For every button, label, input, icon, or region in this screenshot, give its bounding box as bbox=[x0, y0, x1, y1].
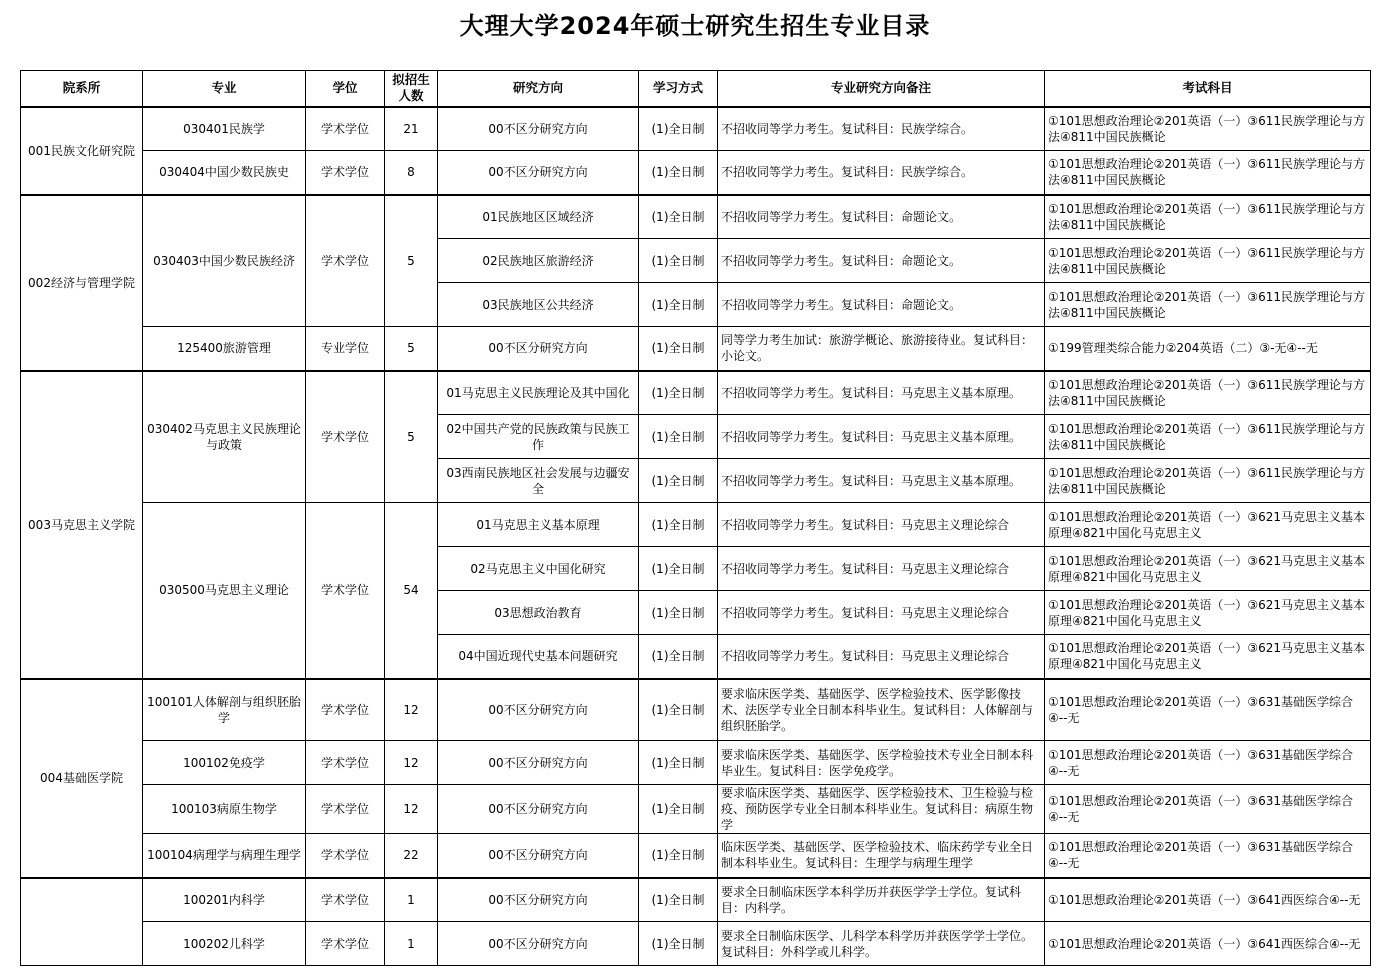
mode-cell: (1)全日制 bbox=[639, 635, 718, 679]
quota-cell: 1 bbox=[385, 922, 438, 966]
direction-cell: 00不区分研究方向 bbox=[438, 834, 639, 878]
major-cell: 100101人体解剖与组织胚胎学 bbox=[143, 679, 306, 741]
exam-cell: ①101思想政治理论②201英语（一）③631基础医学综合④--无 bbox=[1045, 679, 1371, 741]
exam-cell: ①101思想政治理论②201英语（一）③631基础医学综合④--无 bbox=[1045, 834, 1371, 878]
table-row bbox=[21, 371, 1371, 415]
quota-cell: 5 bbox=[385, 195, 438, 327]
mode-cell: (1)全日制 bbox=[639, 503, 718, 547]
direction-cell: 00不区分研究方向 bbox=[438, 107, 639, 151]
header-quota: 拟招生人数 bbox=[385, 71, 438, 107]
table-row bbox=[21, 327, 1371, 371]
direction-cell: 03西南民族地区社会发展与边疆安全 bbox=[438, 459, 639, 503]
table-row bbox=[21, 834, 1371, 878]
table-row bbox=[21, 503, 1371, 547]
college-cell: 004基础医学院 bbox=[21, 679, 143, 878]
mode-cell: (1)全日制 bbox=[639, 878, 718, 922]
college-cell bbox=[21, 878, 143, 966]
major-cell: 100201内科学 bbox=[143, 878, 306, 922]
mode-cell: (1)全日制 bbox=[639, 107, 718, 151]
direction-cell: 01民族地区区域经济 bbox=[438, 195, 639, 239]
degree-cell: 学术学位 bbox=[306, 195, 385, 327]
mode-cell: (1)全日制 bbox=[639, 741, 718, 785]
remark-cell: 要求全日制临床医学、儿科学本科学历并获医学学士学位。复试科目：外科学或儿科学。 bbox=[718, 922, 1045, 966]
degree-cell: 学术学位 bbox=[306, 878, 385, 922]
major-cell: 030401民族学 bbox=[143, 107, 306, 151]
major-cell: 100104病理学与病理生理学 bbox=[143, 834, 306, 878]
quota-cell: 5 bbox=[385, 327, 438, 371]
header-degree: 学位 bbox=[306, 71, 385, 107]
exam-cell: ①101思想政治理论②201英语（一）③611民族学理论与方法④811中国民族概论 bbox=[1045, 459, 1371, 503]
remark-cell: 要求临床医学类、基础医学、医学检验技术、医学影像技术、法医学专业全日制本科毕业生。复试科目：人体解剖与组织胚胎学。 bbox=[718, 679, 1045, 741]
exam-cell: ①101思想政治理论②201英语（一）③641西医综合④--无 bbox=[1045, 922, 1371, 966]
mode-cell: (1)全日制 bbox=[639, 195, 718, 239]
header-major: 专业 bbox=[143, 71, 306, 107]
remark-cell: 不招收同等学力考生。复试科目：马克思主义理论综合 bbox=[718, 591, 1045, 635]
major-cell: 030500马克思主义理论 bbox=[143, 503, 306, 679]
quota-cell: 12 bbox=[385, 785, 438, 834]
quota-cell: 21 bbox=[385, 107, 438, 151]
exam-cell: ①101思想政治理论②201英语（一）③641西医综合④--无 bbox=[1045, 878, 1371, 922]
college-cell: 002经济与管理学院 bbox=[21, 195, 143, 371]
major-cell: 030404中国少数民族史 bbox=[143, 151, 306, 195]
mode-cell: (1)全日制 bbox=[639, 283, 718, 327]
exam-cell: ①101思想政治理论②201英语（一）③631基础医学综合④--无 bbox=[1045, 741, 1371, 785]
degree-cell: 学术学位 bbox=[306, 785, 385, 834]
degree-cell: 学术学位 bbox=[306, 922, 385, 966]
exam-cell: ①101思想政治理论②201英语（一）③611民族学理论与方法④811中国民族概论 bbox=[1045, 107, 1371, 151]
college-cell: 003马克思主义学院 bbox=[21, 371, 143, 679]
remark-cell: 不招收同等学力考生。复试科目：马克思主义基本原理。 bbox=[718, 415, 1045, 459]
remark-cell: 不招收同等学力考生。复试科目：马克思主义基本原理。 bbox=[718, 371, 1045, 415]
header-row bbox=[21, 71, 1371, 107]
mode-cell: (1)全日制 bbox=[639, 239, 718, 283]
remark-cell: 要求临床医学类、基础医学、医学检验技术专业全日制本科毕业生。复试科目：医学免疫学。 bbox=[718, 741, 1045, 785]
quota-cell: 5 bbox=[385, 371, 438, 503]
mode-cell: (1)全日制 bbox=[639, 327, 718, 371]
major-cell: 125400旅游管理 bbox=[143, 327, 306, 371]
mode-cell: (1)全日制 bbox=[639, 679, 718, 741]
remark-cell: 不招收同等学力考生。复试科目：马克思主义理论综合 bbox=[718, 547, 1045, 591]
header-direction: 研究方向 bbox=[438, 71, 639, 107]
degree-cell: 学术学位 bbox=[306, 834, 385, 878]
direction-cell: 00不区分研究方向 bbox=[438, 785, 639, 834]
header-exam: 考试科目 bbox=[1045, 71, 1371, 107]
direction-cell: 01马克思主义基本原理 bbox=[438, 503, 639, 547]
degree-cell: 学术学位 bbox=[306, 679, 385, 741]
degree-cell: 学术学位 bbox=[306, 107, 385, 151]
table-row bbox=[21, 195, 1371, 239]
exam-cell: ①101思想政治理论②201英语（一）③611民族学理论与方法④811中国民族概论 bbox=[1045, 283, 1371, 327]
table-row bbox=[21, 922, 1371, 966]
remark-cell: 不招收同等学力考生。复试科目：命题论文。 bbox=[718, 283, 1045, 327]
exam-cell: ①101思想政治理论②201英语（一）③621马克思主义基本原理④821中国化马克思主义 bbox=[1045, 547, 1371, 591]
table-row bbox=[21, 107, 1371, 151]
major-cell: 030402马克思主义民族理论与政策 bbox=[143, 371, 306, 503]
direction-cell: 02民族地区旅游经济 bbox=[438, 239, 639, 283]
catalog-table bbox=[20, 70, 1371, 966]
degree-cell: 学术学位 bbox=[306, 503, 385, 679]
exam-cell: ①101思想政治理论②201英语（一）③621马克思主义基本原理④821中国化马克思主义 bbox=[1045, 591, 1371, 635]
exam-cell: ①101思想政治理论②201英语（一）③611民族学理论与方法④811中国民族概论 bbox=[1045, 239, 1371, 283]
table-row bbox=[21, 785, 1371, 834]
mode-cell: (1)全日制 bbox=[639, 547, 718, 591]
header-remark: 专业研究方向备注 bbox=[718, 71, 1045, 107]
table-row bbox=[21, 679, 1371, 741]
quota-cell: 12 bbox=[385, 679, 438, 741]
remark-cell: 不招收同等学力考生。复试科目：马克思主义基本原理。 bbox=[718, 459, 1045, 503]
degree-cell: 专业学位 bbox=[306, 327, 385, 371]
table-row bbox=[21, 151, 1371, 195]
quota-cell: 12 bbox=[385, 741, 438, 785]
direction-cell: 00不区分研究方向 bbox=[438, 151, 639, 195]
mode-cell: (1)全日制 bbox=[639, 834, 718, 878]
mode-cell: (1)全日制 bbox=[639, 151, 718, 195]
mode-cell: (1)全日制 bbox=[639, 785, 718, 834]
remark-cell: 临床医学类、基础医学、医学检验技术、临床药学专业全日制本科毕业生。复试科目：生理学与病理生理学 bbox=[718, 834, 1045, 878]
header-mode: 学习方式 bbox=[639, 71, 718, 107]
quota-cell: 8 bbox=[385, 151, 438, 195]
exam-cell: ①101思想政治理论②201英语（一）③611民族学理论与方法④811中国民族概论 bbox=[1045, 195, 1371, 239]
page-title: 大理大学2024年硕士研究生招生专业目录 bbox=[459, 12, 931, 40]
degree-cell: 学术学位 bbox=[306, 741, 385, 785]
remark-cell: 要求全日制临床医学本科学历并获医学学士学位。复试科目：内科学。 bbox=[718, 878, 1045, 922]
degree-cell: 学术学位 bbox=[306, 151, 385, 195]
exam-cell: ①101思想政治理论②201英语（一）③621马克思主义基本原理④821中国化马克思主义 bbox=[1045, 635, 1371, 679]
remark-cell: 不招收同等学力考生。复试科目：命题论文。 bbox=[718, 239, 1045, 283]
direction-cell: 00不区分研究方向 bbox=[438, 679, 639, 741]
remark-cell: 不招收同等学力考生。复试科目：马克思主义理论综合 bbox=[718, 635, 1045, 679]
direction-cell: 01马克思主义民族理论及其中国化 bbox=[438, 371, 639, 415]
major-cell: 100103病原生物学 bbox=[143, 785, 306, 834]
quota-cell: 54 bbox=[385, 503, 438, 679]
exam-cell: ①101思想政治理论②201英语（一）③611民族学理论与方法④811中国民族概论 bbox=[1045, 151, 1371, 195]
mode-cell: (1)全日制 bbox=[639, 371, 718, 415]
header-college: 院系所 bbox=[21, 71, 143, 107]
exam-cell: ①101思想政治理论②201英语（一）③631基础医学综合④--无 bbox=[1045, 785, 1371, 834]
major-cell: 030403中国少数民族经济 bbox=[143, 195, 306, 327]
exam-cell: ①101思想政治理论②201英语（一）③611民族学理论与方法④811中国民族概论 bbox=[1045, 415, 1371, 459]
remark-cell: 不招收同等学力考生。复试科目：马克思主义理论综合 bbox=[718, 503, 1045, 547]
exam-cell: ①101思想政治理论②201英语（一）③611民族学理论与方法④811中国民族概论 bbox=[1045, 371, 1371, 415]
mode-cell: (1)全日制 bbox=[639, 415, 718, 459]
degree-cell: 学术学位 bbox=[306, 371, 385, 503]
remark-cell: 不招收同等学力考生。复试科目：民族学综合。 bbox=[718, 151, 1045, 195]
remark-cell: 要求临床医学类、基础医学、医学检验技术、卫生检验与检疫、预防医学专业全日制本科毕业生。复试科目：病原生物学 bbox=[718, 785, 1045, 834]
remark-cell: 不招收同等学力考生。复试科目：命题论文。 bbox=[718, 195, 1045, 239]
direction-cell: 00不区分研究方向 bbox=[438, 922, 639, 966]
direction-cell: 02中国共产党的民族政策与民族工作 bbox=[438, 415, 639, 459]
direction-cell: 03民族地区公共经济 bbox=[438, 283, 639, 327]
quota-cell: 22 bbox=[385, 834, 438, 878]
mode-cell: (1)全日制 bbox=[639, 922, 718, 966]
direction-cell: 04中国近现代史基本问题研究 bbox=[438, 635, 639, 679]
remark-cell: 不招收同等学力考生。复试科目：民族学综合。 bbox=[718, 107, 1045, 151]
table-row bbox=[21, 878, 1371, 922]
direction-cell: 00不区分研究方向 bbox=[438, 327, 639, 371]
direction-cell: 03思想政治教育 bbox=[438, 591, 639, 635]
mode-cell: (1)全日制 bbox=[639, 591, 718, 635]
mode-cell: (1)全日制 bbox=[639, 459, 718, 503]
direction-cell: 02马克思主义中国化研究 bbox=[438, 547, 639, 591]
table-row bbox=[21, 741, 1371, 785]
college-cell: 001民族文化研究院 bbox=[21, 107, 143, 195]
direction-cell: 00不区分研究方向 bbox=[438, 741, 639, 785]
major-cell: 100202儿科学 bbox=[143, 922, 306, 966]
exam-cell: ①199管理类综合能力②204英语（二）③-无④--无 bbox=[1045, 327, 1371, 371]
exam-cell: ①101思想政治理论②201英语（一）③621马克思主义基本原理④821中国化马克思主义 bbox=[1045, 503, 1371, 547]
remark-cell: 同等学力考生加试：旅游学概论、旅游接待业。复试科目：小论文。 bbox=[718, 327, 1045, 371]
direction-cell: 00不区分研究方向 bbox=[438, 878, 639, 922]
major-cell: 100102免疫学 bbox=[143, 741, 306, 785]
quota-cell: 1 bbox=[385, 878, 438, 922]
